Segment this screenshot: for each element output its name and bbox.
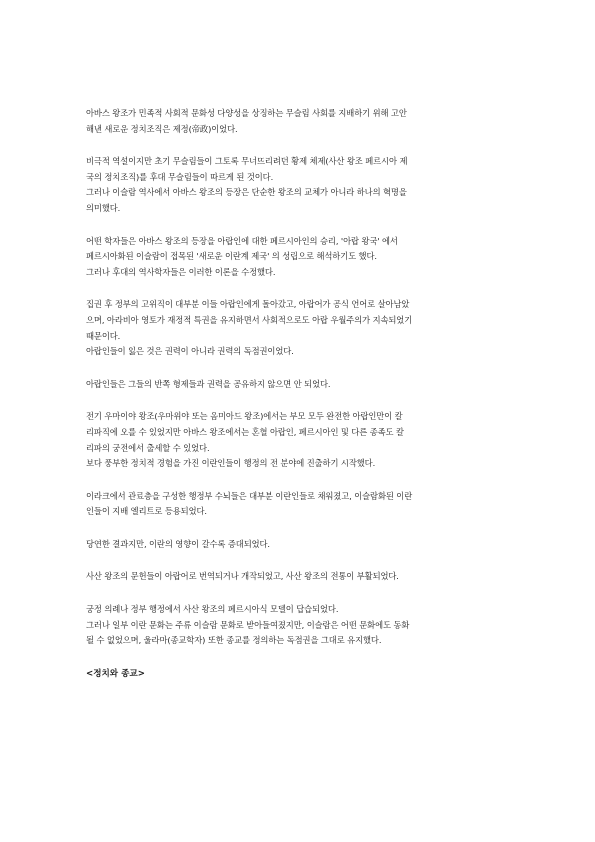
text-line: 국의 정치조직)를 후대 무슬림들이 따르게 된 것이다. — [86, 171, 274, 182]
paragraph-8 — [86, 537, 512, 553]
text-line: 리파직에 오를 수 있었지만 아바스 왕조에서는 혼혈 아랍인, 페르시아인 및 다른 종족도 칼 — [86, 426, 404, 437]
text-line: 아바스 왕조가 민족적 사회적 문화성 다양성을 상징하는 무슬림 사회를 지배하기 위해 고안 — [86, 108, 407, 118]
paragraph-6 — [86, 409, 512, 471]
text-line: 될 수 없었으며, 울라마(종교학자) 또한 종교를 정의하는 독점권을 그대로 유지했다. — [86, 635, 382, 646]
text-line: 해낸 새로운 정치조직은 제정(帝政)이었다. — [86, 123, 238, 134]
paragraph-10 — [86, 602, 512, 649]
paragraph-2 — [86, 154, 512, 216]
text-line: 비극적 역설이지만 초기 무슬림들이 그토록 무너뜨리려던 황제 체제(사산 왕조 페르시아 제 — [86, 156, 408, 167]
text-line: 때문이다. — [86, 330, 121, 341]
text-line: 아랍인들은 그들의 반쪽 형제들과 권력을 공유하지 않으면 안 되었다. — [86, 378, 331, 389]
text-line: 아랍인들이 잃은 것은 권력이 아니라 권력의 독점권이었다. — [86, 346, 294, 357]
text-line: 전기 우마이야 왕조(우마위야 또는 옴미아드 왕조)에서는 부모 모두 완전한 아랍인만이 칼 — [86, 411, 403, 422]
text-line: 페르시아화된 이슬람이 접목된 '새로운 이란계 제국' 의 성립으로 해석하기도 했다. — [86, 251, 377, 262]
paragraph-7 — [86, 489, 512, 520]
paragraph-3 — [86, 234, 512, 281]
text-line: 집권 후 정부의 고위직이 대부분 이들 아랍인에게 돌아갔고, 아랍어가 공식 언어로 살아남았 — [86, 299, 410, 310]
text-line: 그러나 일부 이란 문화는 주류 이슬람 문화로 받아들여졌지만, 이슬람은 어떤 문화에도 동화 — [86, 619, 410, 630]
paragraph-4 — [86, 297, 512, 359]
paragraph-1 — [86, 106, 512, 137]
text-line: 당연한 결과지만, 이란의 영향이 갈수록 증대되었다. — [86, 538, 270, 549]
document-body — [86, 106, 512, 682]
text-line: 사산 왕조의 문헌들이 아랍어로 번역되거나 개작되었고, 사산 왕조의 전통이 부활되었다. — [86, 571, 399, 582]
text-line: 그러나 이슬람 역사에서 아바스 왕조의 등장은 단순한 왕조의 교체가 아니라 하나의 혁명을 — [86, 187, 407, 198]
text-line: 리파의 궁전에서 출세할 수 있었다. — [86, 442, 210, 453]
text-line: 이라크에서 관료층을 구성한 행정부 수뇌들은 대부분 이란인들로 채워졌고, 이슬람화된 이란 — [86, 490, 413, 501]
text-line: 어떤 학자들은 아바스 왕조의 등장을 아랍인에 대한 페르시아인의 승리, '아랍 왕국' 에서 — [86, 235, 398, 246]
text-line: 인들이 지배 엘리트로 등용되었다. — [86, 506, 207, 517]
text-line: 의미했다. — [86, 202, 121, 213]
text-line: 그러나 후대의 역사학자들은 이러한 이론을 수정했다. — [86, 266, 276, 277]
section-heading: <정치와 종교> — [86, 668, 145, 679]
text-line: 으며, 아라비아 영토가 재정적 특권을 유지하면서 사회적으로도 아랍 우월주의가 지속되었기 — [86, 314, 413, 325]
text-line: 궁정 의례나 정부 행정에서 사산 왕조의 페르시아식 모델이 답습되었다. — [86, 604, 339, 615]
paragraph-5 — [86, 377, 512, 393]
paragraph-9 — [86, 569, 512, 585]
text-line: 보다 풍부한 정치적 경험을 가진 이란인들이 행정의 전 분야에 진출하기 시작했다. — [86, 458, 376, 469]
